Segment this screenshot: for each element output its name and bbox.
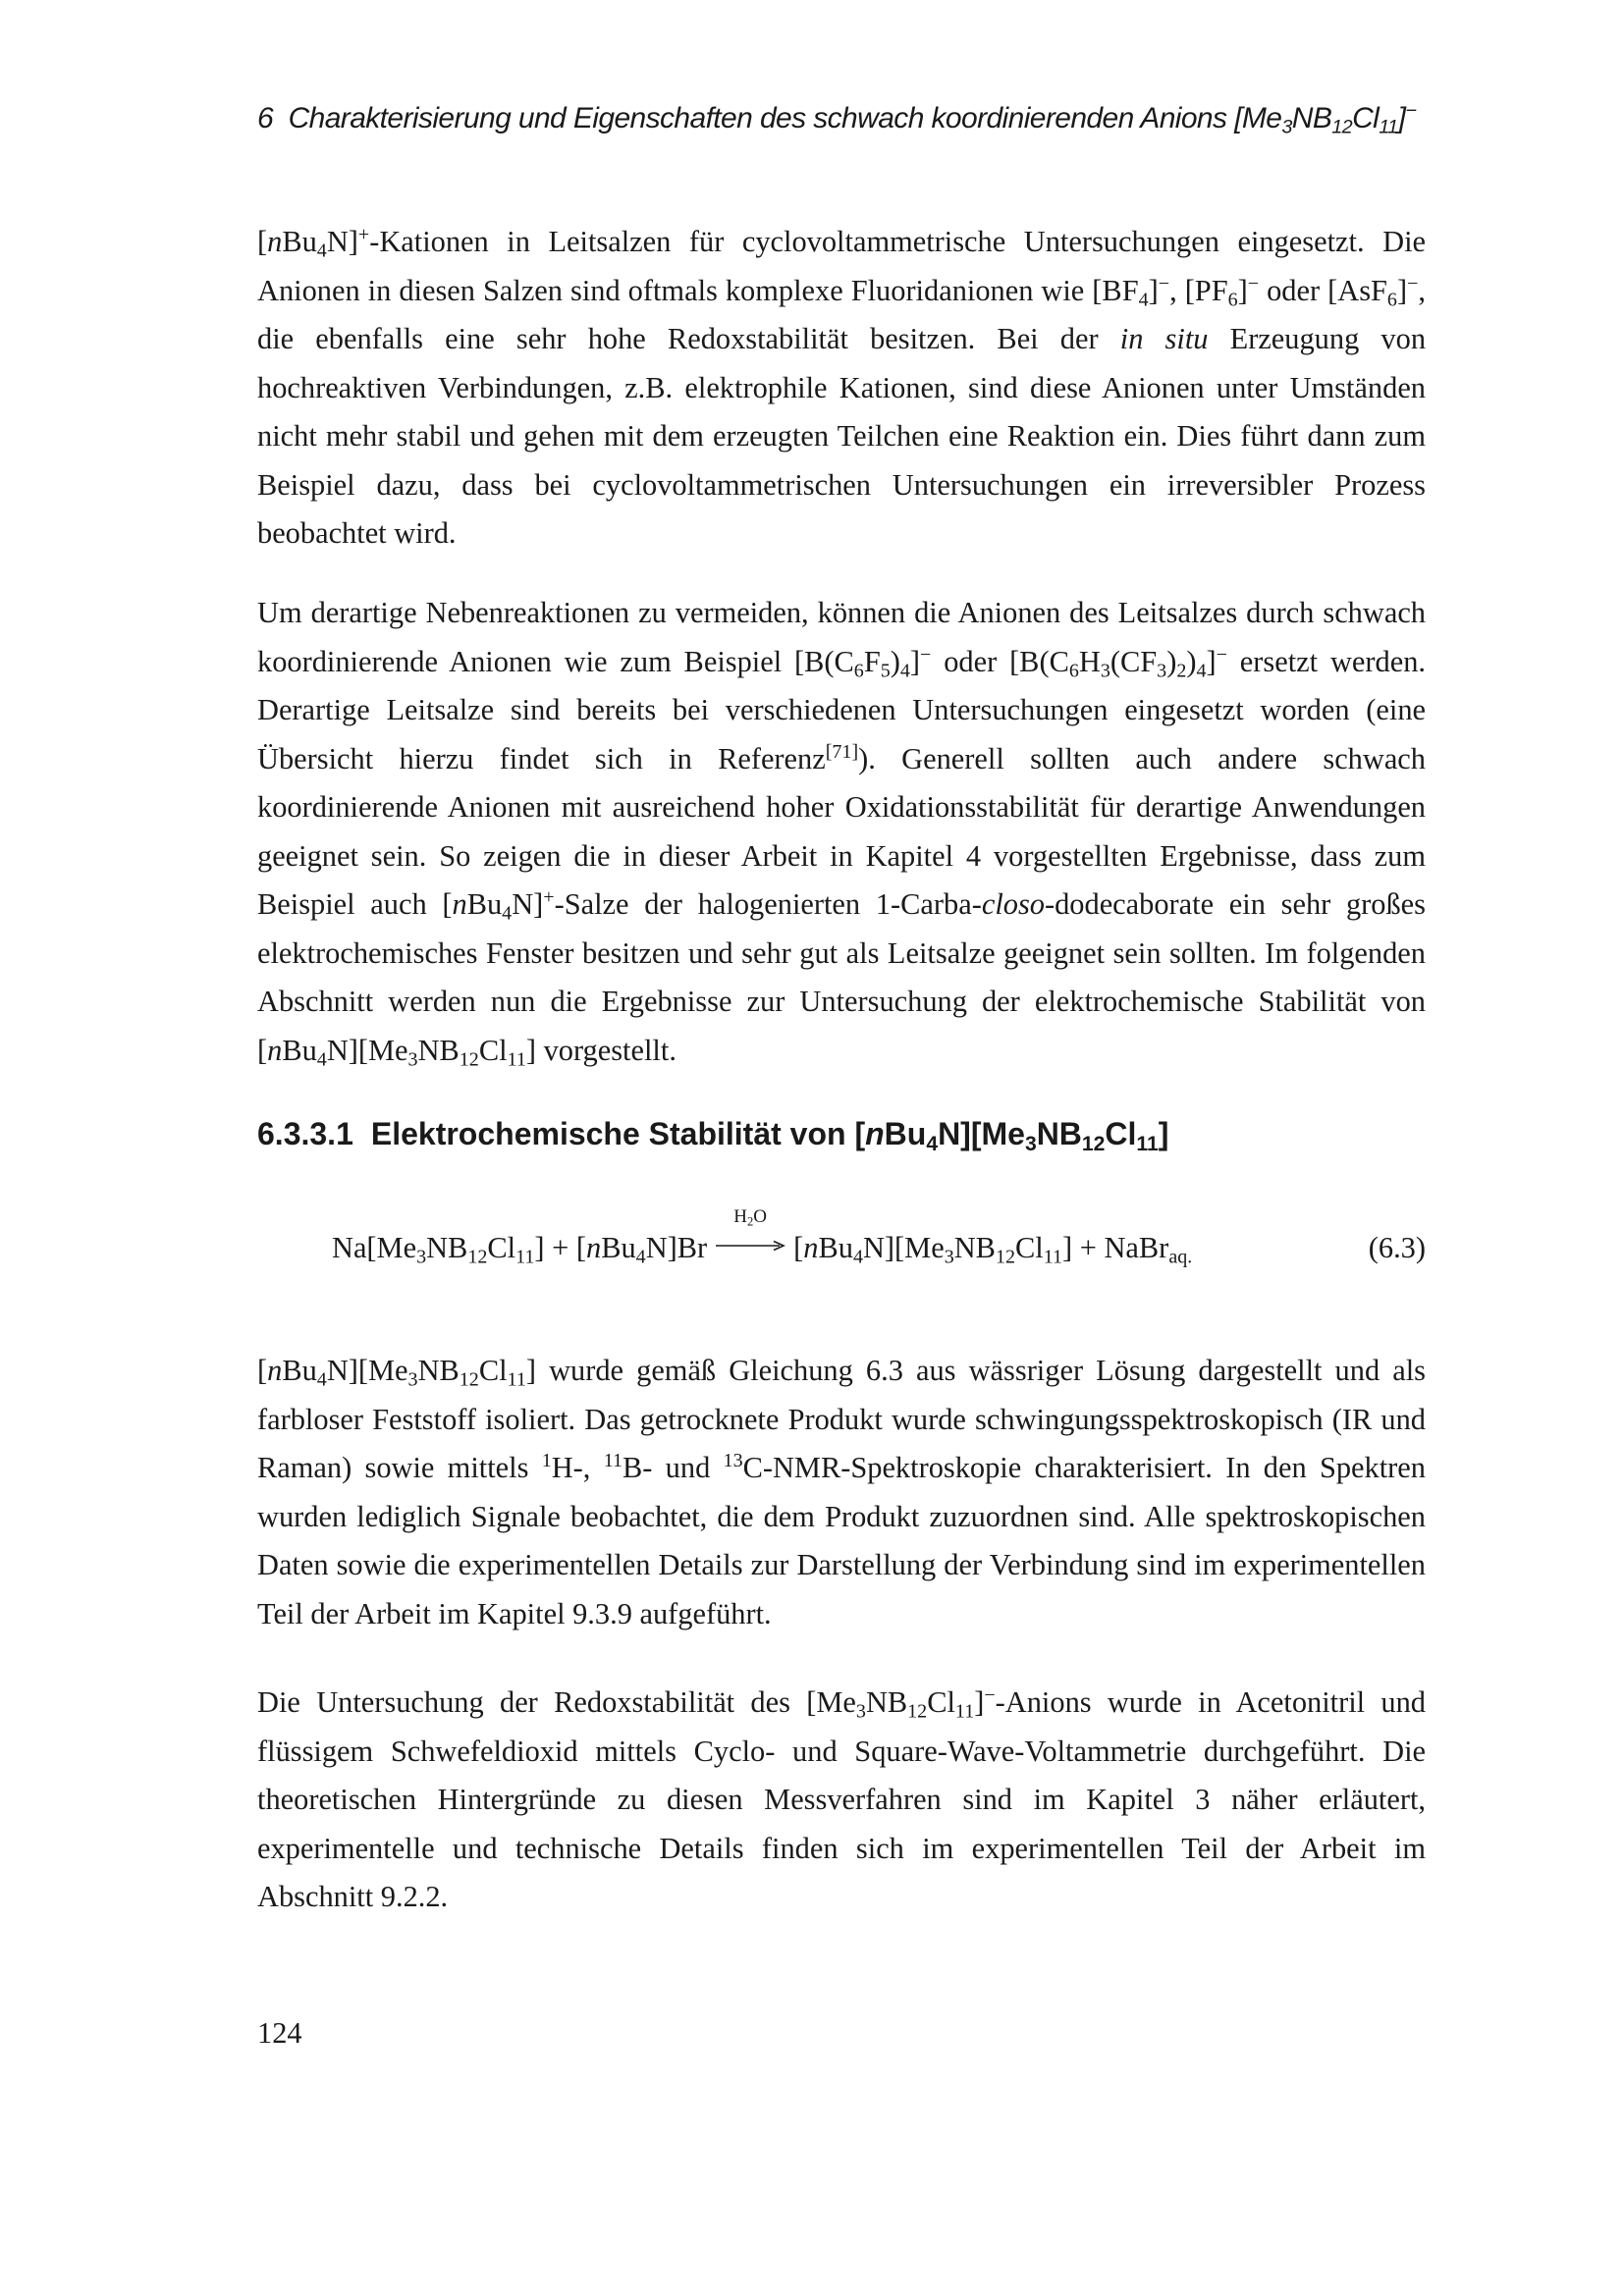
reaction-arrow bbox=[715, 1206, 785, 1255]
equation-number: (6.3) bbox=[1368, 1231, 1426, 1264]
equation-6-3 bbox=[257, 1206, 1426, 1274]
right-arrow-icon bbox=[715, 1240, 785, 1252]
paragraph-2: Um derartige Nebenreaktionen zu vermeiden, können die Anionen des Leitsalzes durch schwach koordinierende Anionen wie zum Beispiel $[B(C_6F_5)_4]^-$ oder $[B(C_6H_3(CF_3)_2)_4]^-$ ersetzt werden. Derartige Leitsalze sind bereits bei verschiedenen Untersuchungen eingesetzt worden (eine Übersicht hierzu findet sich in Referenz[71]). Generell sollten auch andere schwach koordinierende Anionen mit ausreichend hoher Oxidationsstabilität für derartige Anwendungen geeignet sein. So zeigen die in dieser Arbeit in Kapitel 4 vorgestellten Ergebnisse, dass zum Beispiel auch [nBu$_4$N]+-Salze der halogenierten 1-Carba-closo-dodecaborate ein sehr großes elektrochemisches Fenster besitzen und sehr gut als Leitsalze geeignet sein sollten. Im folgenden Abschnitt werden nun die Ergebnisse zur Untersuchung der elektrochemische Stabilität von $[nBu_4N][Me_3NB_{12}Cl_{11}]$ vorgestellt. bbox=[257, 596, 1426, 1071]
paragraph-4: Die Untersuchung der Redoxstabilität des $[Me_3NB_{12}Cl_{11}]^-$-Anions wurde in Acetonitril und flüssigem Schwefeldioxid mittels Cyclo- und Square-Wave-Voltammetrie durchgeführt. Die theoretischen Hintergründe zu diesen Messverfahren sind im Kapitel 3 näher erläutert, experimentelle und technische Details finden sich im experimentellen Teil der Arbeit im Abschnitt 9.2.2. bbox=[257, 1684, 1427, 1914]
section-number: 6.3.3.1 bbox=[257, 1116, 353, 1151]
paragraph-1: [nBu$_4$N]+-Kationen in Leitsalzen für cyclovoltammetrische Untersuchungen eingesetzt. Die Anionen in diesen Salzen sind oftmals komplexe Fluoridanionen wie $[BF_4]^-$, $[PF_6]^-$ oder [AsF$_6$]−, die ebenfalls eine sehr hohe Redoxstabilität besitzen. Bei der in situ Erzeugung von hochreaktiven Verbindungen, z.B. elektrophile Kationen, sind diese Anionen unter Umständen nicht mehr stabil und gehen mit dem erzeugten Teilchen eine Reaktion ein. Dies führt dann zum Beispiel dazu, dass bei cyclovoltammetrischen Untersuchungen ein irreversibler Prozess beobachtet wird. bbox=[257, 224, 1427, 551]
products: $[nBu_4N][Me_3NB_{12}Cl_{11}]$ + NaBr$_{aq.}$ bbox=[793, 1231, 1193, 1268]
section-title: Elektrochemische Stabilität von $[nBu_4N][Me_3NB_{12}Cl_{11}]$ bbox=[370, 1116, 1169, 1155]
running-head bbox=[257, 100, 1426, 138]
italic-in-situ: in situ bbox=[1119, 322, 1209, 356]
chapter-title: Charakterisierung und Eigenschaften des schwach koordinierenden Anions bbox=[288, 102, 1227, 134]
citation-ref-71[interactable]: [71] bbox=[825, 740, 859, 763]
section-heading bbox=[257, 1116, 1426, 1155]
arrow-label-water: $H_2O$ bbox=[733, 1206, 768, 1229]
paragraph-3: $[nBu_4N][Me_3NB_{12}Cl_{11}]$ wurde gemäß Gleichung 6.3 aus wässriger Lösung dargestellt und als farbloser Feststoff isoliert. Das getrocknete Produkt wurde schwingungsspektroskopisch (IR und Raman) sowie mittels $^1$H-, $^{11}$B- und $^{13}$C-NMR-Spektroskopie charakterisiert. In den Spektren wurden lediglich Signale beobachtet, die dem Produkt zuzuordnen sind. Alle spektroskopischen Daten sowie die experimentellen Details zur Darstellung der Verbindung sind im experimentellen Teil der Arbeit im Kapitel 9.3.9 aufgeführt. bbox=[257, 1354, 1426, 1630]
anion-formula: $[Me_3NB_{12}Cl_{11}]^-$ bbox=[1234, 100, 1417, 138]
reactants: $Na[Me_3NB_{12}Cl_{11}] + [nBu_4N]Br$ bbox=[332, 1231, 708, 1268]
page-number: 124 bbox=[257, 2016, 302, 2050]
italic-closo: closo bbox=[981, 887, 1045, 922]
chapter-number: 6 bbox=[257, 102, 274, 134]
equation-body bbox=[332, 1206, 1193, 1268]
